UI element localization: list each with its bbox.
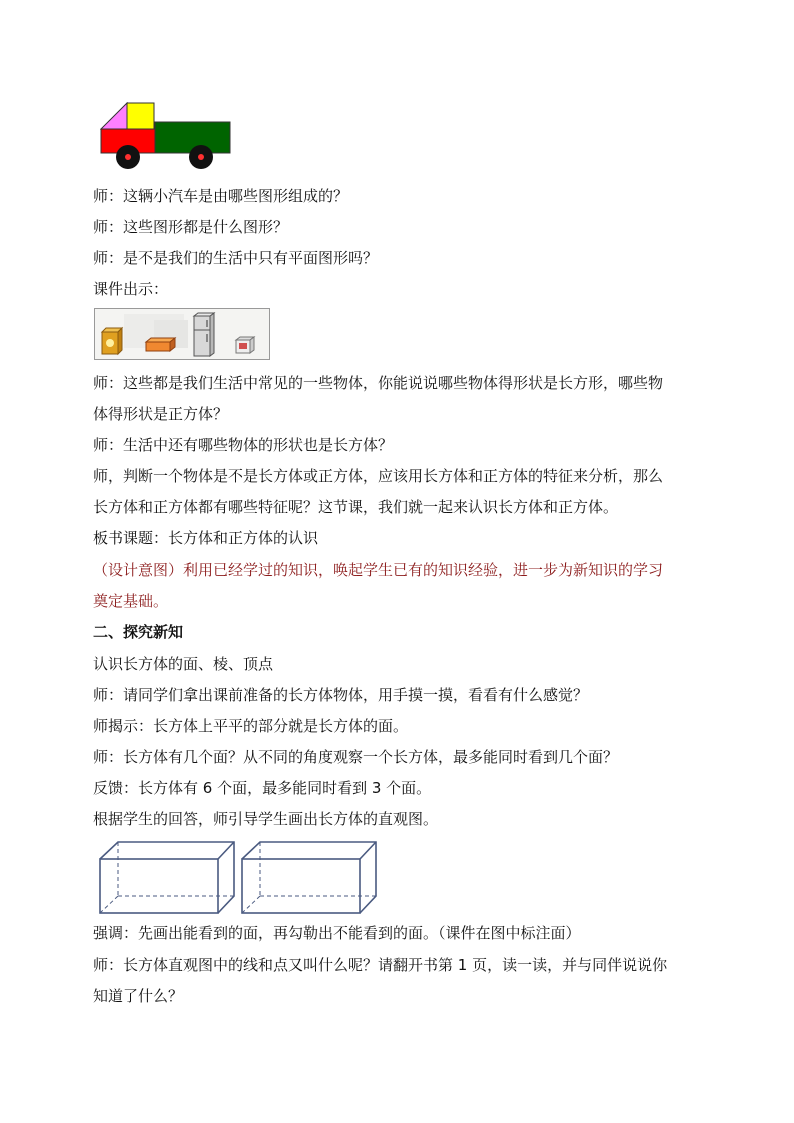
truck-cargo-rect [155,122,230,153]
paragraph-line: 师：长方体直观图中的线和点又叫什么呢？请翻开书第 1 页，读一读，并与同伴说说你 [93,956,668,974]
small-box-icon [236,337,254,353]
question-line: 师：是不是我们的生活中只有平面图形吗？ [93,249,379,267]
cuboid-diagram-left [98,840,238,916]
paragraph-line: 长方体和正方体都有哪些特征呢？这节课，我们就一起来认识长方体和正方体。 [93,498,619,516]
paragraph-line: 师：请同学们拿出课前准备的长方体物体，用手摸一摸，看看有什么感觉？ [93,686,589,704]
question-line: 师：这辆小汽车是由哪些图形组成的？ [93,187,349,205]
paragraph-line: 知道了什么？ [93,987,184,1005]
truck-figure [100,102,232,172]
paragraph-line: 师，判断一个物体是不是长方体或正方体，应该用长方体和正方体的特征来分析，那么 [93,467,664,485]
cardboard-box-icon [102,328,122,354]
question-line: 师：这些图形都是什么图形？ [93,218,289,236]
truck-cab-square [127,103,154,129]
board-title-line: 板书课题：长方体和正方体的认识 [93,529,319,547]
paragraph-line: 根据学生的回答，师引导学生画出长方体的直观图。 [93,810,439,828]
brick-icon [146,338,175,351]
paragraph-line: 反馈：长方体有 6 个面，最多能同时看到 3 个面。 [93,779,432,797]
truck-cab-triangle [101,103,127,129]
courseware-label: 课件出示： [93,280,169,298]
section-heading: 二、探究新知 [93,623,184,641]
subheading: 认识长方体的面、棱、顶点 [93,655,274,673]
paragraph-line: 体得形状是正方体？ [93,405,229,423]
design-intent-line: （设计意图）利用已经学过的知识，唤起学生已有的知识经验，进一步为新知识的学习 [93,561,664,579]
paragraph-line: 强调：先画出能看到的面，再勾勒出不能看到的面。（课件在图中标注面） [93,924,581,942]
paragraph-line: 师：这些都是我们生活中常见的一些物体，你能说说哪些物体得形状是长方形，哪些物 [93,374,664,392]
design-intent-line: 奠定基础。 [93,592,169,610]
objects-photo [94,308,270,360]
cuboid-diagram-right [240,840,380,916]
paragraph-line: 师：长方体有几个面？从不同的角度观察一个长方体，最多能同时看到几个面？ [93,748,619,766]
paragraph-line: 师揭示：长方体上平平的部分就是长方体的面。 [93,717,409,735]
paragraph-line: 师：生活中还有哪些物体的形状也是长方体？ [93,436,394,454]
refrigerator-icon [194,313,214,356]
